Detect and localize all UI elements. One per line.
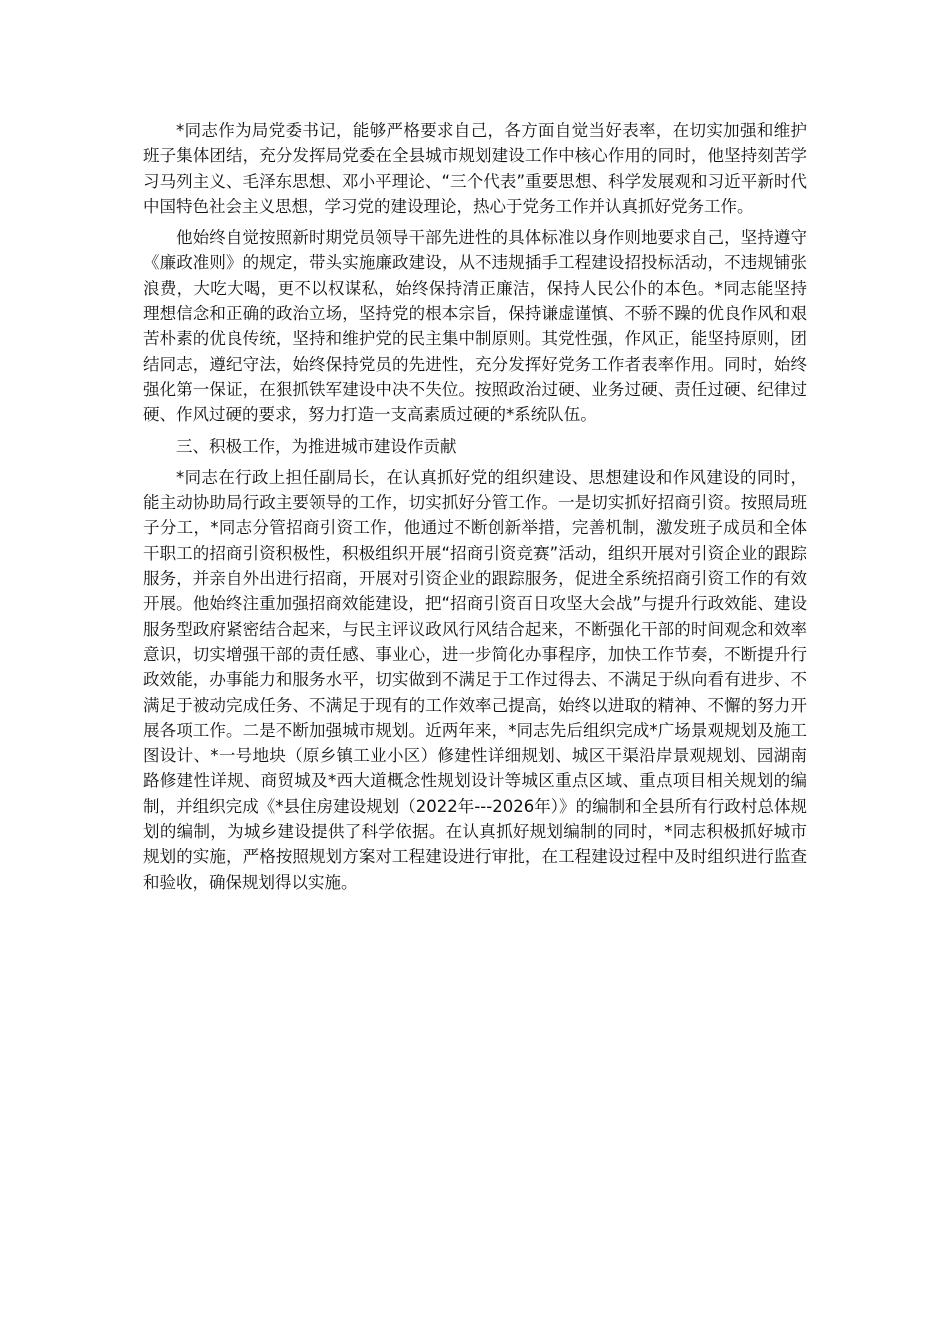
section-heading: 三、积极工作，为推进城市建设作贡献: [176, 436, 457, 456]
document-page: [143, 118, 807, 901]
paragraph-3: *同志在行政上担任副局长，在认真抓好党的组织建设、思想建设和作风建设的同时，能主动协助局行政主要领导的工作，切实抓好分管工作。一是切实抓好招商引资。按照局班子分工，*同志分管招商引资工作，他通过不断创新举措，完善机制，激发班子成员和全体干职工的招商引资积极性，积极组织开展“招商引资竞赛”活动，组织开展对引资企业的跟踪服务，并亲自外出进行招商，开展对引资企业的跟踪服务，促进全系统招商引资工作的有效开展。他始终注重加强招商效能建设，把“招商引资百日攻坚大会战”与提升行政效能、建设服务型政府紧密结合起来，与民主评议政风行风结合起来，不断强化干部的时间观念和效率意识，切实增强干部的责任感、事业心，进一步简化办事程序，加快工作节奏，不断提升行政效能，办事能力和服务水平，切实做到不满足于工作过得去、不满足于纵向看有进步、不满足于被动完成任务、不满足于现有的工作效率己提高，始终以进取的精神、不懈的努力开展各项工作。二是不断加强城市规划。近两年来，*同志先后组织完成*广场景观规划及施工图设计、*一号地块（原乡镇工业小区）修建性详细规划、城区干渠沿岸景观规划、园湖南路修建性详规、商贸城及*西大道概念性规划设计等城区重点区域、重点项目相关规划的编制，并组织完成《*县住房建设规划（2022年---2026年）》的编制和全县所有行政村总体规划的编制，为城乡建设提供了科学依据。在认真抓好规划编制的同时，*同志积极抓好城市规划的实施，严格按照规划方案对工程建设进行审批，在工程建设过程中及时组织进行监查和验收，确保规划得以实施。: [143, 467, 807, 892]
paragraph-2: 他始终自觉按照新时期党员领导干部先进性的具体标准以身作则地要求自己，坚持遵守《廉政准则》的规定，带头实施廉政建设，从不违规插手工程建设招投标活动，不违规铺张浪费，大吃大喝，更不以权谋私，始终保持清正廉洁，保持人民公仆的本色。*同志能坚持理想信念和正确的政治立场，坚持党的根本宗旨，保持谦虚谨慎、不骄不躁的优良作风和艰苦朴素的优良传统，坚持和维护党的民主集中制原则。其党性强，作风正，能坚持原则，团结同志，遵纪守法，始终保持党员的先进性，充分发挥好党务工作者表率作用。同时，始终强化第一保证，在狠抓铁军建设中决不失位。按照政治过硬、业务过硬、责任过硬、纪律过硬、作风过硬的要求，努力打造一支高素质过硬的*系统队伍。: [143, 228, 807, 425]
paragraph-1: *同志作为局党委书记，能够严格要求自己，各方面自觉当好表率，在切实加强和维护班子集体团结，充分发挥局党委在全县城市规划建设工作中核心作用的同时，他坚持刻苦学习马列主义、毛泽东思想、邓小平理论、“三个代表”重要思想、科学发展观和习近平新时代中国特色社会主义思想，学习党的建设理论，热心于党务工作并认真抓好党务工作。: [143, 121, 807, 216]
